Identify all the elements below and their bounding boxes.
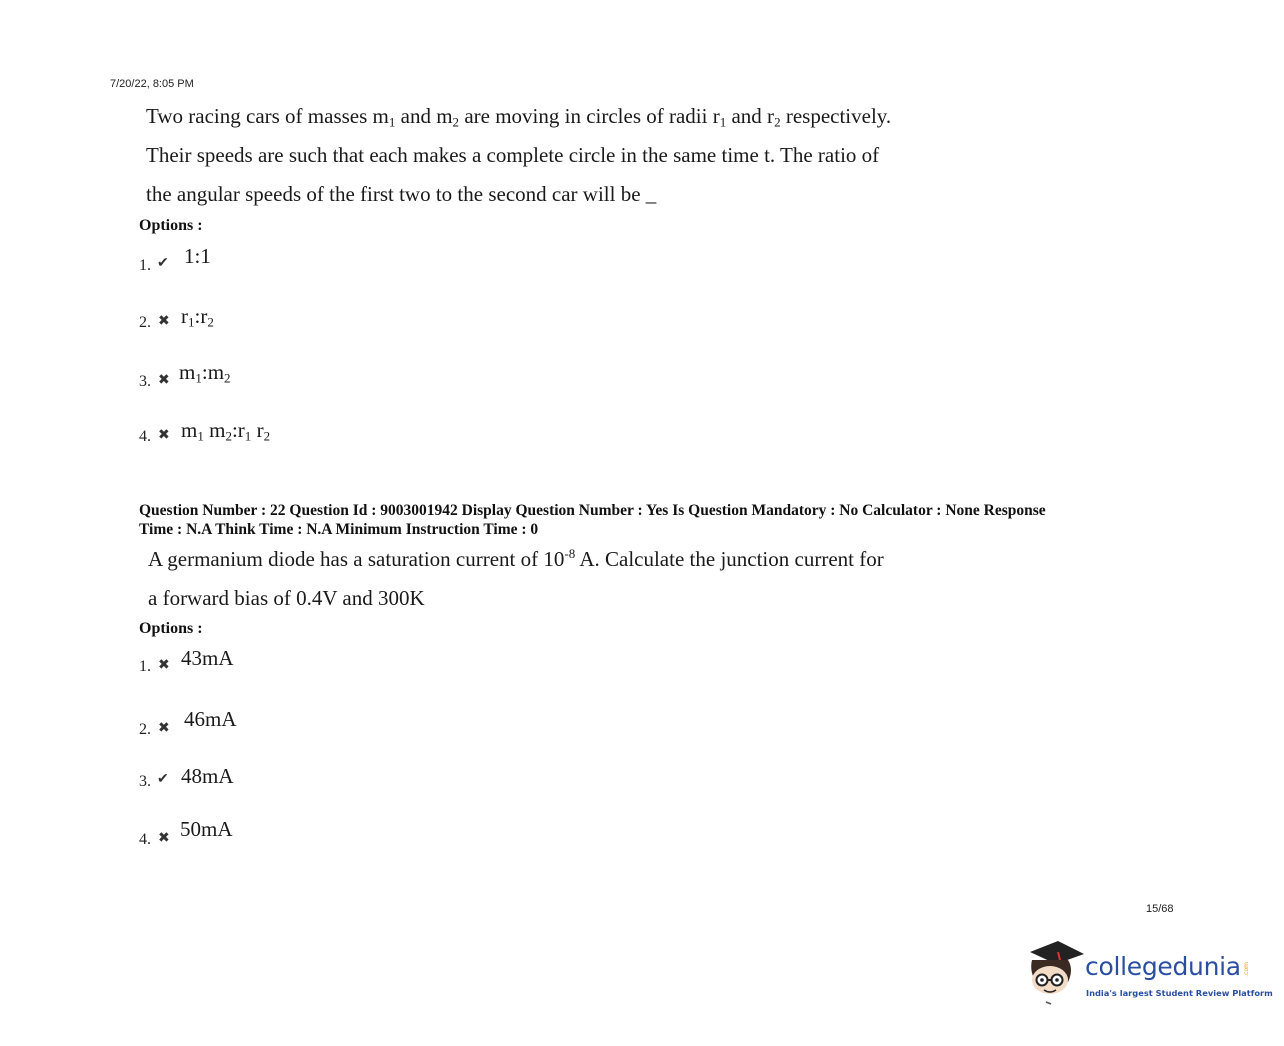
option-text: 50mA — [180, 817, 233, 841]
option-text: 46mA — [184, 707, 237, 731]
options-label: Options : — [139, 620, 203, 637]
logo-tagline: India's largest Student Review Platform — [1086, 988, 1273, 998]
question-text-line: Two racing cars of masses $m_1$ and $m_2$ are moving in circles of radii $r_1$ and $r_2$ respectively. — [146, 104, 892, 130]
option-number: 1. — [139, 257, 151, 274]
check-icon: ✔ — [157, 256, 169, 271]
option-text: $m_1$ $m_2:r_1$ $r_2$ — [181, 418, 271, 444]
collegedunia-logo — [1024, 938, 1273, 1008]
cross-icon: ✖ — [158, 373, 170, 388]
cross-icon: ✖ — [158, 658, 170, 673]
option-number: 3. — [139, 373, 151, 390]
option-text: 1:1 — [184, 244, 211, 268]
option-text: 48mA — [181, 764, 234, 788]
option-number: 2. — [139, 314, 151, 331]
logo-wordmark: collegedunia — [1085, 952, 1241, 981]
option-number: 4. — [139, 428, 151, 445]
question-text-line: Their speeds are such that each makes a complete circle in the same time t. The ratio of — [146, 143, 880, 167]
option-number: 1. — [139, 658, 151, 675]
logo-com: .com — [1243, 962, 1250, 977]
print-timestamp: 7/20/22, 8:05 PM — [110, 78, 194, 90]
option-number: 2. — [139, 721, 151, 738]
question-text-line: A germanium diode has a saturation current of $10^{-8}$ A. Calculate the junction current for — [148, 546, 884, 571]
cross-icon: ✖ — [158, 831, 170, 846]
cross-icon: ✖ — [158, 428, 170, 443]
page-number: 15/68 — [1146, 903, 1174, 915]
options-label: Options : — [139, 217, 203, 234]
mascot-icon — [1024, 938, 1084, 1008]
question-meta: Time : N.A Think Time : N.A Minimum Instruction Time : 0 — [139, 521, 539, 538]
cross-icon: ✖ — [158, 721, 170, 736]
check-icon: ✔ — [157, 772, 169, 787]
option-text: $m_1:m_2$ — [179, 360, 231, 386]
option-number: 3. — [139, 773, 151, 790]
question-text-line: the angular speeds of the first two to the second car will be _ — [146, 182, 657, 206]
question-text-line: a forward bias of 0.4V and 300K — [148, 586, 425, 610]
option-text: $r_1:r_2$ — [181, 304, 214, 330]
question-meta: Question Number : 22 Question Id : 9003001942 Display Question Number : Yes Is Question Mandatory : No Calculator : None Response — [139, 502, 1046, 519]
cross-icon: ✖ — [158, 314, 170, 329]
option-text: 43mA — [181, 646, 234, 670]
option-number: 4. — [139, 831, 151, 848]
